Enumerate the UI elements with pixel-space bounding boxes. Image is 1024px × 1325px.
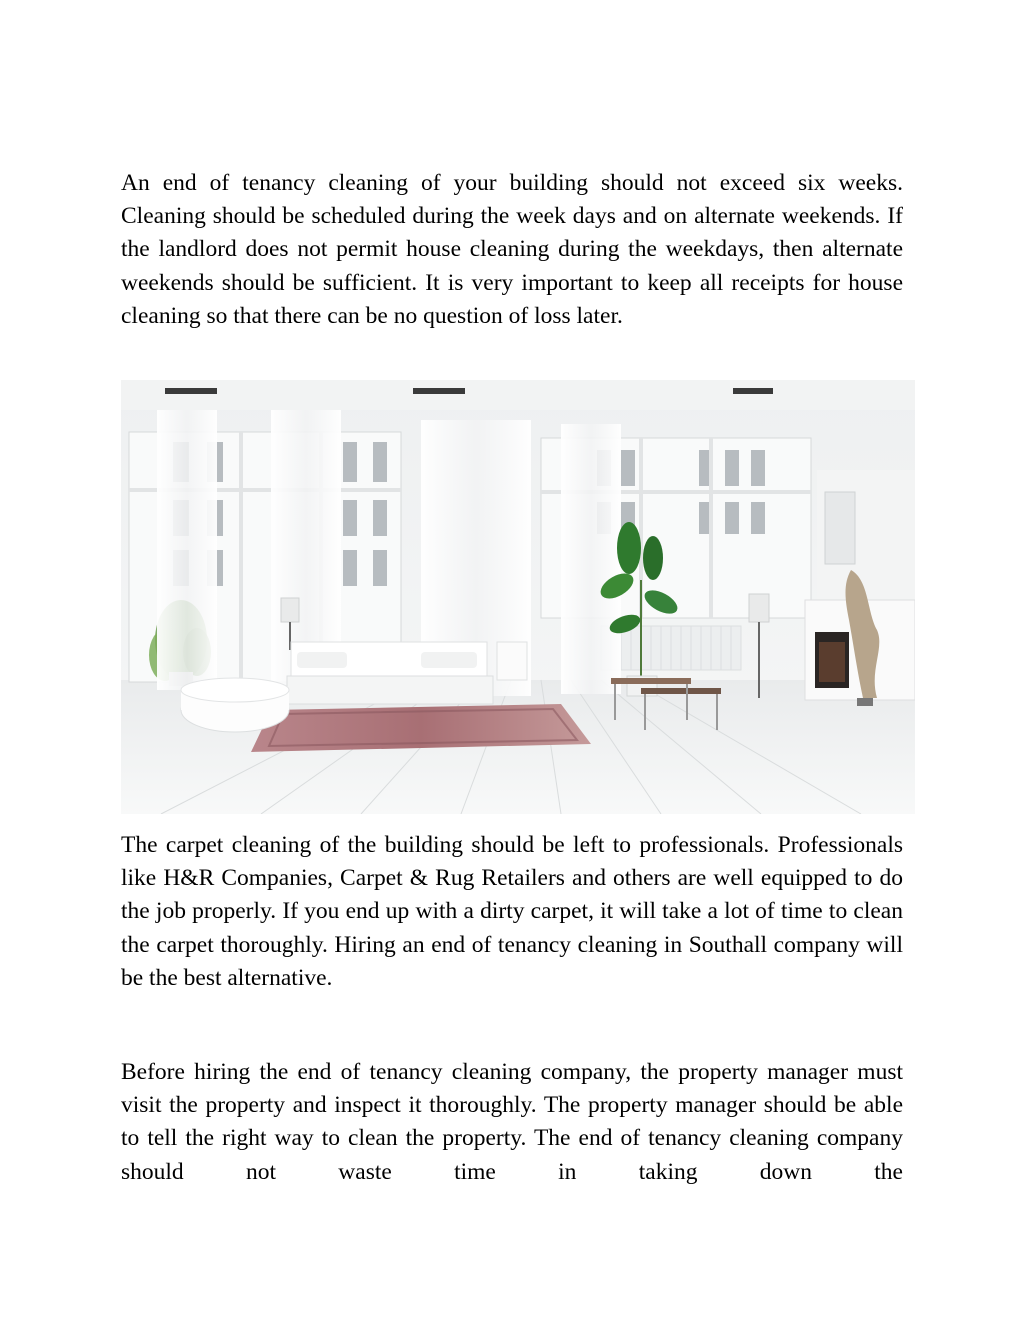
fireplace: [805, 470, 915, 706]
white-pouf: [181, 678, 289, 732]
bright-white-room-photo: [121, 380, 915, 814]
paragraph-carpet-cleaning: The carpet cleaning of the building should be left to professionals. Professionals like H&R Companies, Carpet & Rug Retailers and others are well equipped to do the job properly. If you end up with a dirty carpet, it will take a lot of time to clean the carpet thoroughly. Hiring an end of tenancy cleaning in Southall company will be the best alternative.: [121, 832, 903, 991]
paragraph-intro: An end of tenancy cleaning of your building should not exceed six weeks. Cleaning should be scheduled during the week days and on alternate weekends. If the landlord does not permit house cleaning during the weekdays, then alternate weekends should be sufficient. It is very important to keep all receipts for house cleaning so that there can be no question of loss later.: [121, 170, 903, 329]
paragraph-hiring: Before hiring the end of tenancy cleaning company, the property manager must visit the property and inspect it thoroughly. The property manager should be able to tell the right way to clean the property. The end of tenancy cleaning company should not waste time in taking down the: [121, 1059, 903, 1185]
